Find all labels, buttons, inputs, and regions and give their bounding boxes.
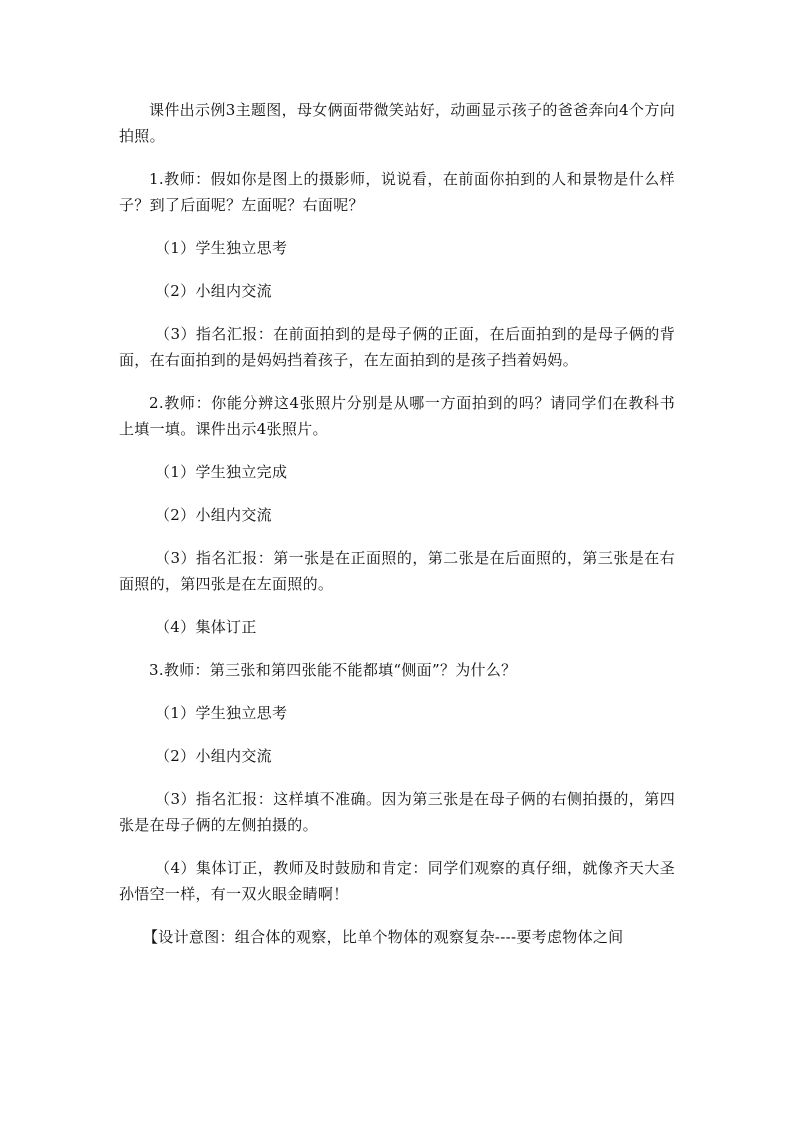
question-3-step-2: （2）小组内交流	[155, 747, 272, 765]
question-2: 2.教师：你能分辨这4张照片分别是从哪一方面拍到的吗？请同学们在教科书上填一填。课件出示4张照片。	[119, 394, 675, 438]
question-1-step-2: （2）小组内交流	[155, 282, 272, 300]
question-1-step-1: （1）学生独立思考	[155, 239, 288, 257]
question-3-step-3: （3）指名汇报：这样填不准确。因为第三张是在母子俩的右侧拍摄的，第四张是在母子俩的左侧拍摄的。	[119, 790, 675, 834]
question-3: 3.教师：第三张和第四张能不能都填“侧面”？为什么？	[149, 661, 517, 679]
document-body	[119, 97, 675, 950]
question-2-step-2: （2）小组内交流	[155, 506, 272, 524]
question-2-step-1: （1）学生独立完成	[155, 463, 288, 481]
question-2-step-3: （3）指名汇报：第一张是在正面照的，第二张是在后面照的，第三张是在右面照的，第四张是在左面照的。	[119, 549, 675, 593]
question-3-step-1: （1）学生独立思考	[155, 704, 288, 722]
intro-paragraph: 课件出示例3主题图，母女俩面带微笑站好，动画显示孩子的爸爸奔向4个方向拍照。	[119, 101, 675, 145]
design-intent: 【设计意图：组合体的观察，比单个物体的观察复杂----要考虑物体之间	[143, 928, 624, 946]
question-3-step-4: （4）集体订正，教师及时鼓励和肯定：同学们观察的真仔细，就像齐天大圣孙悟空一样，有一双火眼金睛啊！	[119, 859, 675, 903]
question-1: 1.教师：假如你是图上的摄影师，说说看，在前面你拍到的人和景物是什么样子？到了后面呢？左面呢？右面呢？	[119, 170, 675, 214]
question-1-step-3: （3）指名汇报：在前面拍到的是母子俩的正面，在后面拍到的是母子俩的背面，在右面拍到的是妈妈挡着孩子，在左面拍到的是孩子挡着妈妈。	[119, 325, 675, 369]
question-2-step-4: （4）集体订正	[155, 618, 257, 636]
